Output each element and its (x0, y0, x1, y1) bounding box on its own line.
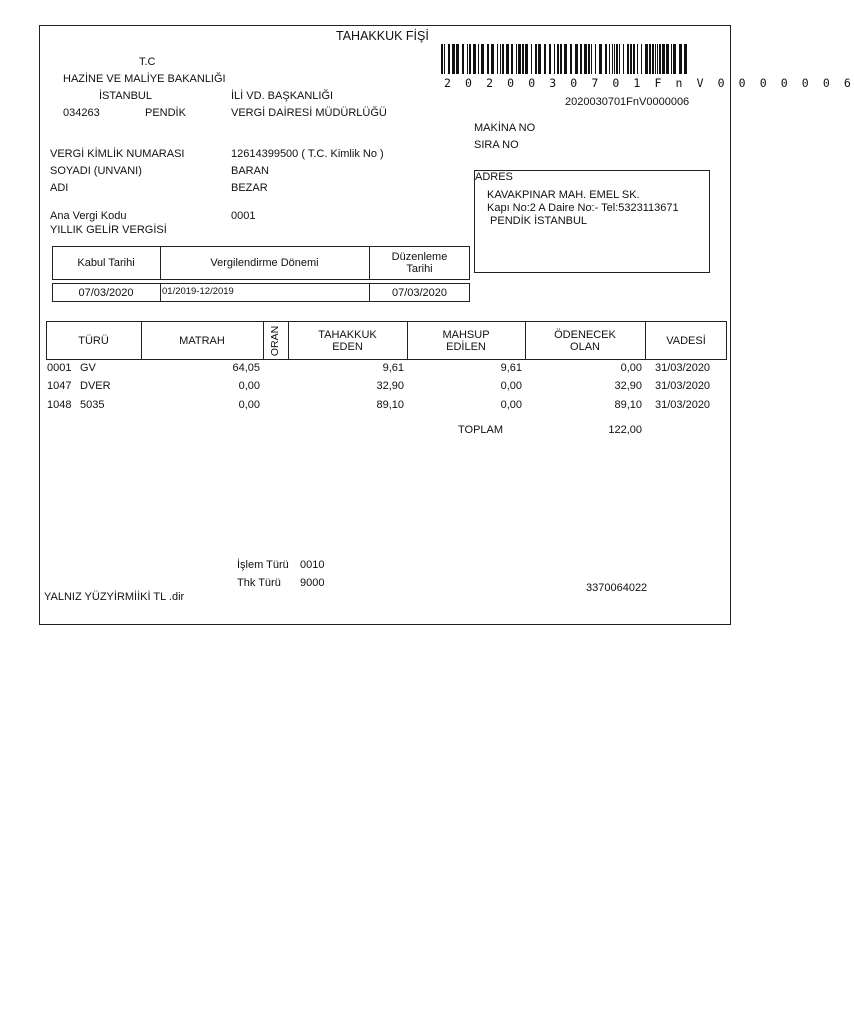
barcode-bar (554, 44, 555, 74)
barcode-bar (673, 44, 676, 74)
barcode-bar (649, 44, 651, 74)
barcode-bar (599, 44, 602, 74)
row-1-type: DVER (80, 380, 111, 392)
barcode-bar (518, 44, 521, 74)
soyadi-label: SOYADI (UNVANI) (50, 165, 142, 177)
barcode-bar (481, 44, 484, 74)
barcode-bar (456, 44, 459, 74)
barcode-bar (531, 44, 532, 74)
barcode-bar (557, 44, 559, 74)
barcode-bar (657, 44, 658, 74)
barcode-bar (637, 44, 638, 74)
barcode-bar (441, 44, 443, 74)
barcode-bar (633, 44, 635, 74)
col-tahakkuk-eden (288, 321, 407, 360)
islem-turu-label: İşlem Türü (237, 559, 289, 571)
barcode-bar (662, 44, 665, 74)
col-turu: TÜRÜ (78, 334, 109, 347)
row-1-code: 1047 (47, 380, 72, 392)
barcode-bar (605, 44, 607, 74)
row-2-code: 1048 (47, 399, 72, 411)
row-0-mahsup: 9,61 (500, 362, 522, 374)
barcode-bar (448, 44, 450, 74)
row-0-matrah: 64,05 (232, 362, 260, 374)
barcode-image (441, 44, 689, 76)
barcode-bar (655, 44, 656, 74)
row-2-tahakkuk: 89,10 (376, 399, 404, 411)
duzenleme-tarihi-header (369, 246, 470, 280)
barcode-bar (588, 44, 590, 74)
col-mahsup-line-2: EDİLEN (446, 340, 486, 353)
address-line-3: PENDİK İSTANBUL (487, 215, 588, 227)
sira-no-label: SIRA NO (474, 139, 519, 151)
barcode-bar (595, 44, 596, 74)
col-odenecek-line-1: ÖDENECEK (554, 328, 616, 341)
vergilendirme-donemi-header: Vergilendirme Dönemi (210, 257, 319, 269)
barcode-bar (491, 44, 494, 74)
kabul-tarihi-header: Kabul Tarihi (77, 257, 135, 269)
ana-vergi-kodu-value: 0001 (231, 210, 256, 222)
col-tahakkuk-line-1: TAHAKKUK (318, 328, 377, 341)
duzenleme-tarihi-value: 07/03/2020 (391, 286, 448, 299)
total-value: 122,00 (608, 424, 642, 436)
barcode-bar (444, 44, 445, 74)
col-mahsup-edilen (407, 321, 525, 360)
barcode-bar (487, 44, 489, 74)
barcode-bar (609, 44, 610, 74)
row-1-mahsup: 0,00 (500, 380, 522, 392)
vkn-value: 12614399500 ( T.C. Kimlik No ) (231, 148, 384, 160)
barcode-bar (500, 44, 501, 74)
barcode-spaced-text: 2 0 2 0 0 3 0 7 0 1 F n V 0 0 0 0 0 0 6 (444, 76, 854, 90)
barcode-bar (473, 44, 476, 74)
header-office: VERGİ DAİRESİ MÜDÜRLÜĞÜ (231, 107, 387, 119)
row-2-type: 5035 (80, 399, 105, 411)
thk-turu-value: 9000 (300, 577, 325, 589)
row-2-mahsup: 0,00 (500, 399, 522, 411)
address-line-1: KAVAKPINAR MAH. EMEL SK. (487, 189, 640, 201)
barcode-bar (679, 44, 682, 74)
col-oran-label: ORAN (269, 325, 282, 356)
barcode-bar (612, 44, 613, 74)
barcode-bar (544, 44, 546, 74)
header-district: PENDİK (145, 107, 186, 119)
adi-value: BEZAR (231, 182, 268, 194)
row-0-vade: 31/03/2020 (655, 362, 711, 374)
row-2-matrah: 0,00 (238, 399, 260, 411)
row-0-code: 0001 (47, 362, 72, 374)
thk-turu-label: Thk Türü (237, 577, 281, 589)
barcode-bar (478, 44, 479, 74)
duzenleme-header-line-1: Düzenleme (391, 251, 448, 263)
barcode-bar (623, 44, 624, 74)
barcode-bar (511, 44, 513, 74)
barcode-bar (535, 44, 537, 74)
adi-label: ADI (50, 182, 69, 194)
barcode-bar (452, 44, 455, 74)
barcode-bar (538, 44, 541, 74)
barcode-bar (522, 44, 524, 74)
col-tahakkuk-line-2: EDEN (332, 340, 363, 353)
row-1-matrah: 0,00 (238, 380, 260, 392)
barcode-bar (614, 44, 615, 74)
vergilendirme-donemi-value: 01/2019-12/2019 (162, 286, 234, 297)
tax-type: YILLIK GELİR VERGİSİ (50, 224, 167, 236)
row-0-tahakkuk: 9,61 (382, 362, 404, 374)
col-oran (263, 321, 288, 360)
row-1-odenecek: 32,90 (614, 380, 642, 392)
header-city: İSTANBUL (99, 90, 152, 102)
header-tc: T.C (139, 56, 156, 68)
row-1-tahakkuk: 32,90 (376, 380, 404, 392)
col-odenecek-line-2: OLAN (570, 340, 600, 353)
header-ministry: HAZİNE VE MALİYE BAKANLIĞI (63, 73, 226, 85)
islem-turu-value: 0010 (300, 559, 325, 571)
barcode-bar (467, 44, 468, 74)
header-office-code: 034263 (63, 107, 100, 119)
soyadi-value: BARAN (231, 165, 269, 177)
header-dept: İLİ VD. BAŞKANLIĞI (231, 90, 334, 102)
row-1-vade: 31/03/2020 (655, 380, 711, 392)
col-odenecek-olan (525, 321, 645, 360)
barcode-bar (549, 44, 551, 74)
barcode-bar (616, 44, 618, 74)
row-2-vade: 31/03/2020 (655, 399, 711, 411)
kabul-tarihi-value: 07/03/2020 (78, 286, 134, 299)
ana-vergi-kodu-label: Ana Vergi Kodu (50, 210, 127, 222)
row-0-odenecek: 0,00 (620, 362, 642, 374)
col-vadesi: VADESİ (666, 334, 706, 347)
duzenleme-header-line-2: Tarihi (406, 263, 433, 275)
barcode-value: 2020030701FnV0000006 (565, 96, 690, 108)
col-mahsup-line-1: MAHSUP (442, 328, 490, 341)
barcode-bar (652, 44, 654, 74)
total-label: TOPLAM (458, 424, 504, 436)
barcode-bar (469, 44, 471, 74)
barcode-bar (627, 44, 629, 74)
vkn-label: VERGİ KİMLİK NUMARASI (50, 148, 185, 160)
reference-number: 3370064022 (586, 582, 648, 594)
barcode-bar (684, 44, 687, 74)
barcode-bar (671, 44, 672, 74)
row-0-type: GV (80, 362, 96, 374)
barcode-bar (525, 44, 528, 74)
barcode-bar (645, 44, 648, 74)
barcode-bar (619, 44, 620, 74)
barcode-bar (659, 44, 661, 74)
barcode-bar (580, 44, 582, 74)
barcode-bar (591, 44, 592, 74)
barcode-bar (560, 44, 562, 74)
document-title: TAHAKKUK FİŞİ (336, 29, 429, 43)
barcode-bar (462, 44, 464, 74)
makina-no-label: MAKİNA NO (474, 122, 536, 134)
barcode-bar (630, 44, 632, 74)
barcode-bar (570, 44, 572, 74)
barcode-bar (641, 44, 642, 74)
barcode-bar (564, 44, 567, 74)
barcode-bar (666, 44, 669, 74)
address-label: ADRES (475, 171, 513, 183)
barcode-bar (502, 44, 504, 74)
barcode-bar (506, 44, 509, 74)
barcode-bar (575, 44, 578, 74)
barcode-bar (497, 44, 498, 74)
barcode-bar (584, 44, 587, 74)
barcode-bar (516, 44, 517, 74)
amount-in-words: YALNIZ YÜZYİRMİİKİ TL .dir (44, 591, 185, 603)
row-2-odenecek: 89,10 (614, 399, 642, 411)
address-line-2: Kapı No:2 A Daire No:- Tel:5323113671 (487, 202, 679, 214)
col-matrah: MATRAH (179, 334, 225, 347)
